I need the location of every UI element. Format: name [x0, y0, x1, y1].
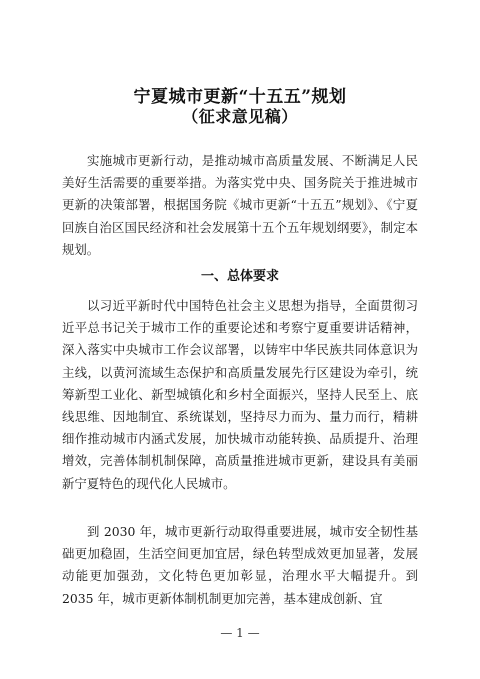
section-paragraph-guiding-principles: 以习近平新时代中国特色社会主义思想为指导，全面贯彻习近平总书记关于城市工作的重要论述和考察宁夏重要讲话精神，深入落实中央城市工作会议部署，以铸牢中华民族共同体意识为主线，以黄河流域生态保护和高质量发展先行区建设为牵引，统筹新型工业化、新型城镇化和乡村全面振兴，坚持人民至上、底线思维、因地制宜、系统谋划，坚持尽力而为、量力而行，精耕细作推动城市内涵式发展，加快城市动能转换、品质提升、治理增效，完善体制机制保障，高质量推进城市更新，建设具有美丽新宁夏特色的现代化人民城市。	[62, 298, 418, 491]
section-heading: 一、总体要求	[200, 269, 279, 284]
page-number: — 1 —	[220, 626, 260, 640]
document-subtitle: （征求意见稿）	[182, 107, 298, 126]
section-paragraph-goals: 到 2030 年，城市更新行动取得重要进展，城市安全韧性基础更加稳固，生活空间更加宜居，绿色转型成效更加显著，发展动能更加强劲，文化特色更加彰显，治理水平大幅提升。到 2035 年，城市更新体制机制更加完善，基本建成创新、宜	[62, 524, 418, 606]
document-title: 宁夏城市更新“十五五”规划	[133, 87, 347, 107]
intro-paragraph: 实施城市更新行动，是推动城市高质量发展、不断满足人民美好生活需要的重要举措。为落实党中央、国务院关于推进城市更新的决策部署，根据国务院《城市更新“十五五”规划》、《宁夏回族自治区国民经济和社会发展第十五个五年规划纲要》，制定本规划。	[62, 153, 418, 257]
